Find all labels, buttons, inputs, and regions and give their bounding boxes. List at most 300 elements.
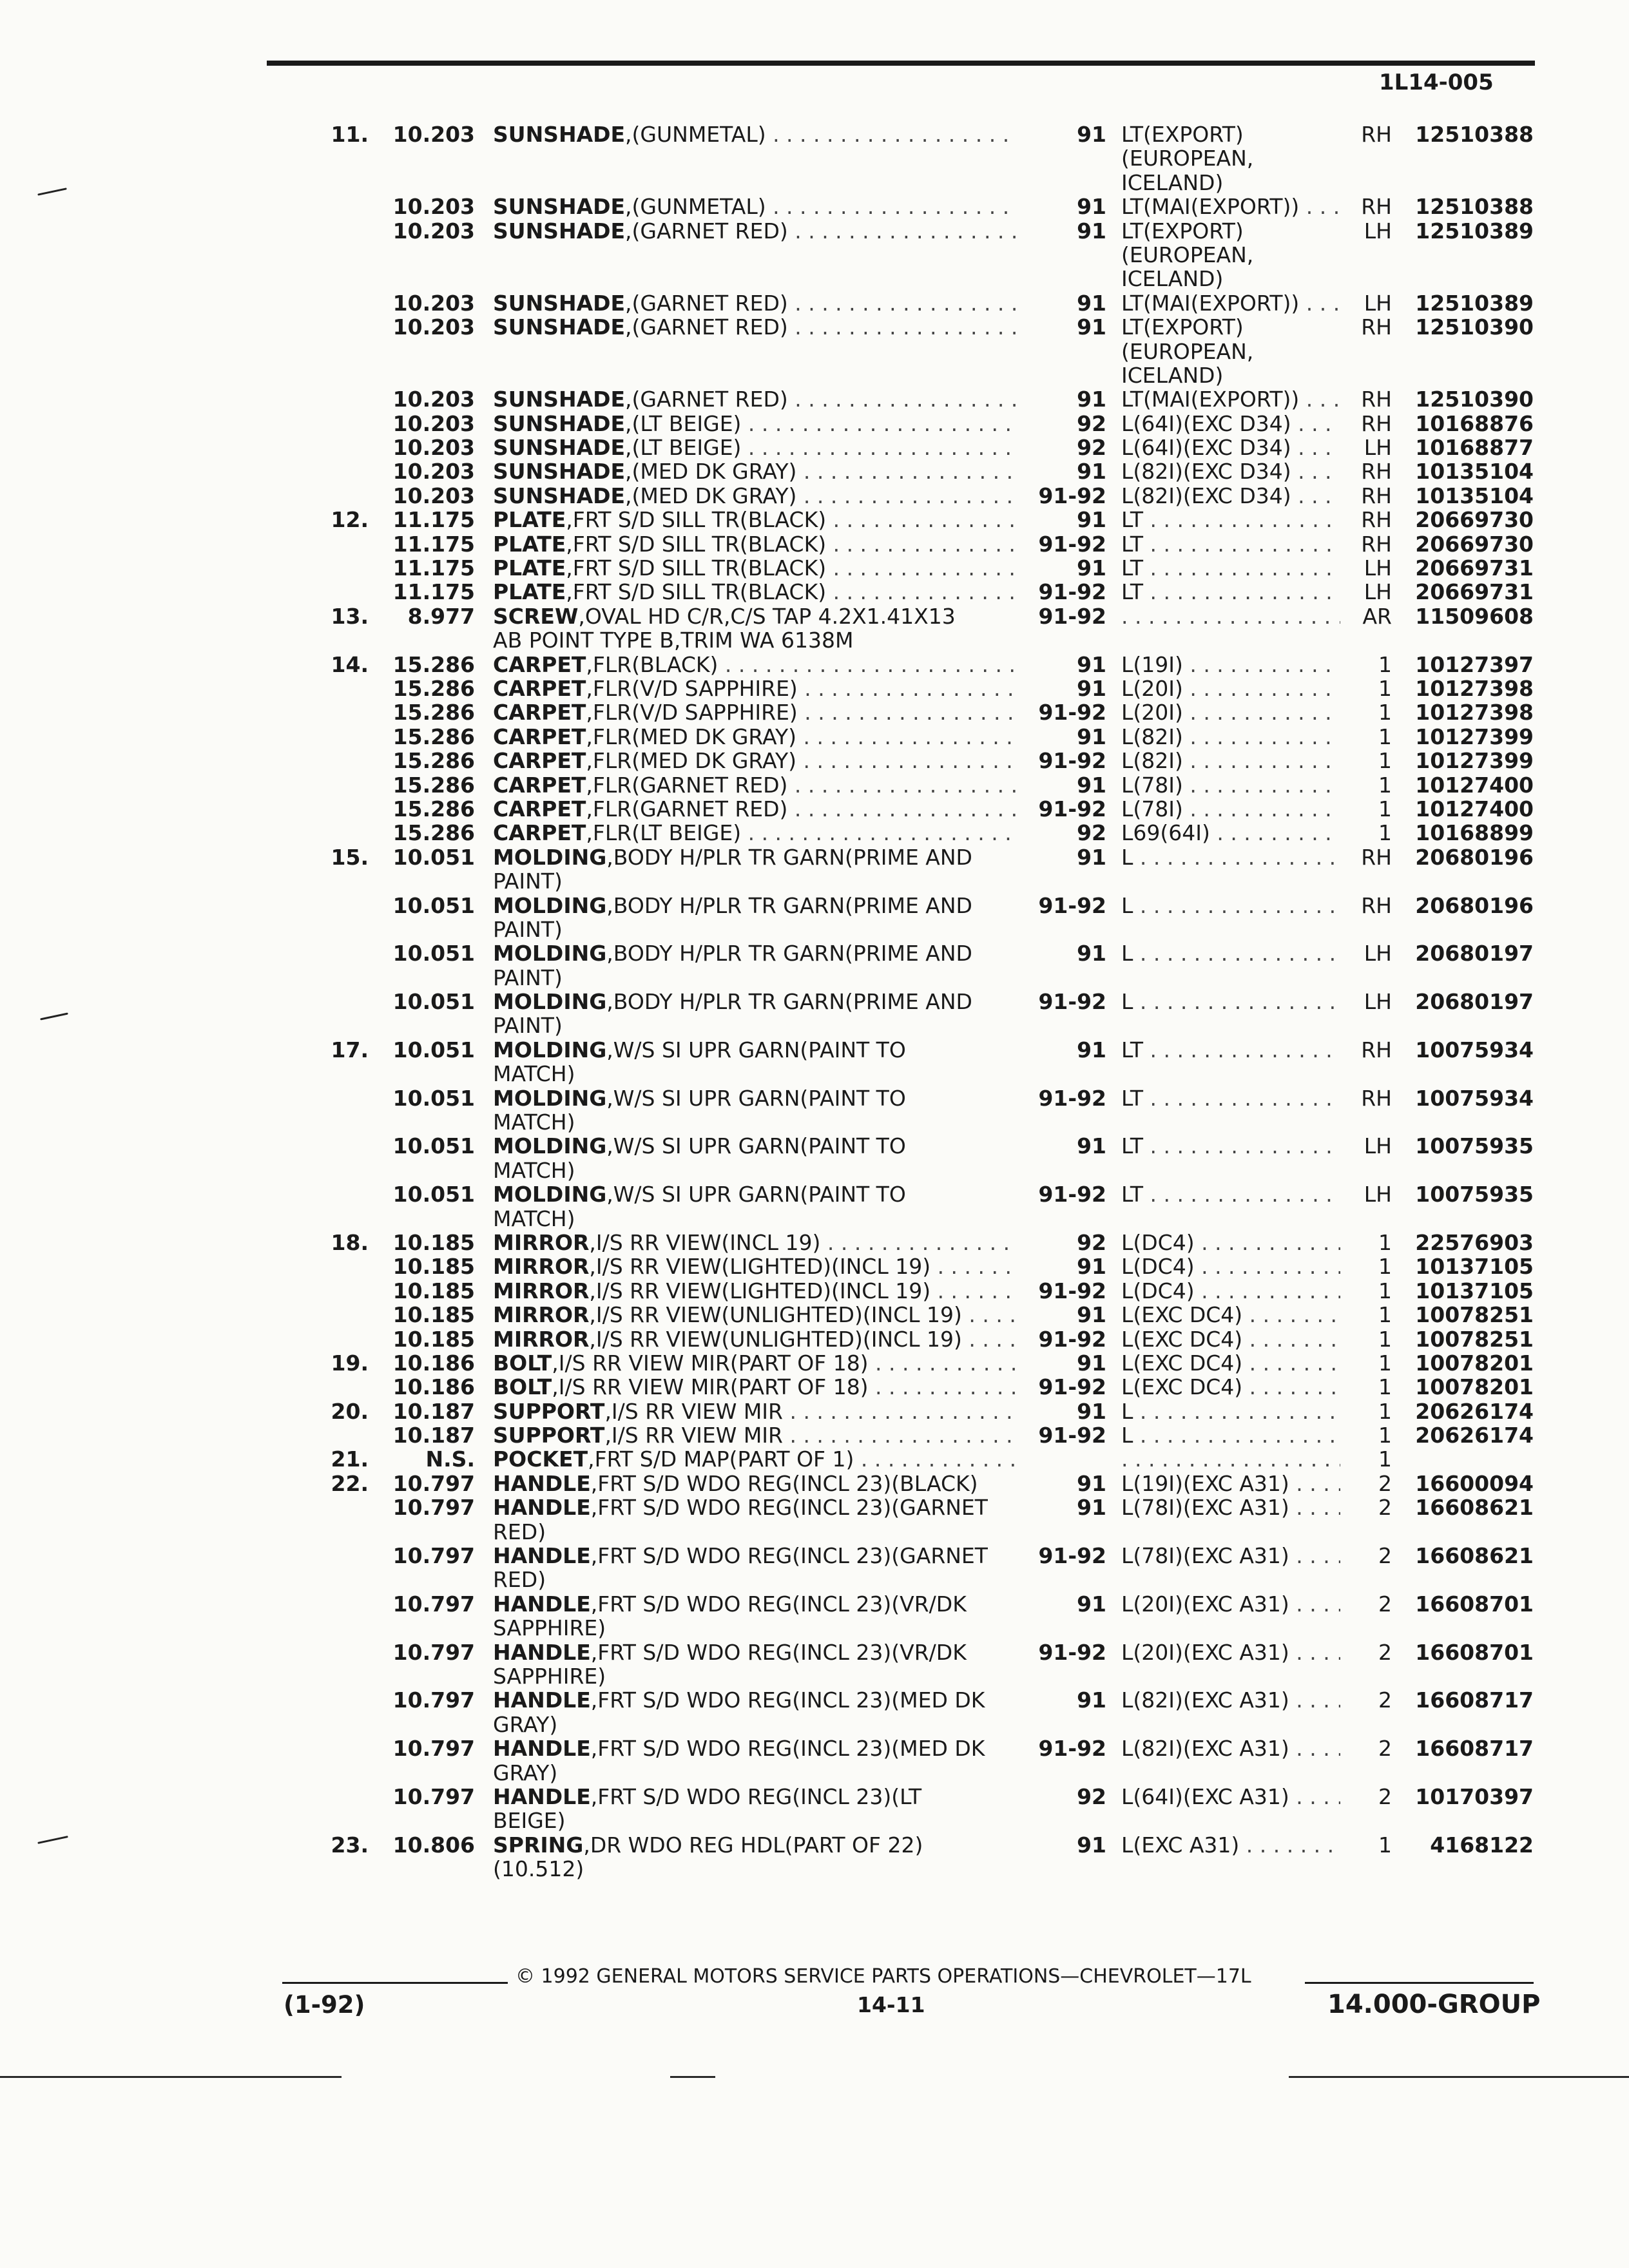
model-year: 91 [1077, 194, 1106, 220]
model-year: 91-92 [1038, 603, 1106, 629]
group-number: 10.797 [392, 1543, 475, 1569]
part-number: 10168899 [1415, 820, 1534, 846]
footer-rule-right [1305, 1982, 1534, 1984]
model-year: 91-92 [1038, 989, 1106, 1015]
group-number: 10.203 [392, 410, 475, 436]
parts-row [0, 1785, 1629, 1809]
part-spec: ,FRT S/D SILL TR(BLACK) . . . [566, 508, 1018, 532]
part-description [493, 1472, 1018, 1495]
part-name: SUNSHADE [493, 387, 626, 412]
part-spec: SAPPHIRE) [493, 1616, 606, 1640]
part-name: PLATE [493, 580, 566, 604]
part-description [493, 797, 1018, 821]
model-year: 91 [1077, 1037, 1106, 1062]
part-spec: ,FRT S/D WDO REG(INCL 23)(VR/DK [590, 1640, 967, 1665]
part-description [493, 1688, 1018, 1712]
part-spec: SAPPHIRE) [493, 1664, 606, 1689]
parts-row [0, 1303, 1629, 1327]
part-spec: ,FRT S/D SILL TR(BLACK) . . . [566, 580, 1018, 604]
part-number: 16608717 [1415, 1687, 1534, 1713]
part-spec: ,FRT S/D WDO REG(INCL 23)(LT [590, 1784, 922, 1809]
group-number: 10.185 [392, 1302, 475, 1328]
group-number: 10.185 [392, 1278, 475, 1303]
parts-row [0, 1640, 1629, 1664]
part-spec: ,I/S RR VIEW MIR(PART OF 18) . . . [552, 1351, 1018, 1375]
part-spec: ,OVAL HD C/R,C/S TAP 4.2X1.41X13 [578, 604, 956, 629]
group-number: 15.286 [392, 675, 475, 701]
parts-row [0, 1134, 1629, 1158]
parts-row [0, 1688, 1629, 1712]
usage [1121, 1592, 1340, 1616]
part-number: 10168876 [1415, 410, 1534, 436]
parts-row [0, 1399, 1629, 1423]
part-name: MOLDING [493, 845, 607, 870]
model-year: 91 [1077, 218, 1106, 244]
part-description [493, 1592, 1018, 1616]
usage [1121, 749, 1340, 773]
model-year: 91 [1077, 844, 1106, 870]
parts-row [0, 580, 1629, 604]
usage-text: L(20I)(EXC A31) . . . [1121, 1592, 1340, 1616]
group-number: 15.286 [392, 820, 475, 846]
part-name: MOLDING [493, 990, 607, 1014]
parts-row [0, 171, 1629, 195]
item-number: 14. [331, 651, 369, 677]
usage-text [1121, 1447, 1340, 1471]
part-spec: ,I/S RR VIEW(INCL 19) . . . [589, 1231, 1018, 1254]
part-number: 12510389 [1415, 218, 1534, 244]
parts-row [0, 1062, 1629, 1086]
part-description [493, 195, 1018, 218]
part-description [493, 1399, 1018, 1423]
group-number: 11.175 [392, 531, 475, 557]
part-description [493, 1327, 1018, 1351]
model-year: 92 [1077, 435, 1106, 461]
quantity: 2 [1378, 1470, 1392, 1496]
quantity: 2 [1378, 1543, 1392, 1569]
part-spec: RED) [493, 1519, 546, 1544]
quantity: LH [1364, 290, 1392, 316]
part-number: 22576903 [1415, 1229, 1534, 1255]
parts-row [0, 1495, 1629, 1519]
part-spec: ,FRT S/D SILL TR(BLACK) . . . [566, 532, 1018, 556]
parts-row [0, 1351, 1629, 1375]
group-number: 10.203 [392, 218, 475, 244]
usage [1121, 315, 1340, 339]
usage-text: L(78I) . . . [1121, 797, 1340, 821]
part-spec: ,BODY H/PLR TR GARN(PRIME AND [606, 893, 972, 918]
parts-row [0, 966, 1629, 990]
quantity: 1 [1378, 748, 1392, 774]
part-name: CARPET [493, 652, 586, 677]
group-number: 10.051 [392, 1133, 475, 1159]
part-description [493, 387, 1018, 411]
group-number: 15.286 [392, 724, 475, 749]
usage-text: LT . . . [1121, 508, 1340, 532]
group-number: 10.051 [392, 1037, 475, 1062]
part-name: MIRROR [493, 1303, 590, 1327]
part-number: 10127400 [1415, 772, 1534, 798]
usage [1121, 1327, 1340, 1351]
part-spec: (10.512) [493, 1857, 584, 1881]
model-year: 91-92 [1038, 892, 1106, 918]
part-description [493, 1520, 1018, 1544]
group-number: 10.797 [392, 1783, 475, 1809]
item-number: 17. [331, 1037, 369, 1062]
parts-row [0, 725, 1629, 749]
model-year: 91 [1077, 1495, 1106, 1521]
parts-row [0, 315, 1629, 339]
part-description [493, 1254, 1018, 1278]
quantity: 1 [1378, 651, 1392, 677]
part-number: 10078251 [1415, 1302, 1534, 1328]
part-spec: ,(GARNET RED) . . . [625, 387, 1018, 411]
part-spec: GRAY) [493, 1712, 558, 1737]
usage [1121, 267, 1340, 291]
part-number: 10075934 [1415, 1085, 1534, 1111]
part-name: CARPET [493, 676, 586, 701]
group-number: 10.051 [392, 1182, 475, 1207]
usage-text: (EUROPEAN, [1121, 339, 1254, 363]
part-spec: ,BODY H/PLR TR GARN(PRIME AND [606, 941, 972, 966]
group-number: 10.203 [392, 194, 475, 220]
usage-text: L(64I)(EXC A31) . . . [1121, 1785, 1340, 1809]
usage [1121, 1375, 1340, 1399]
usage [1121, 436, 1340, 459]
part-name: HANDLE [493, 1736, 591, 1761]
part-spec: ,(GUNMETAL) . . . [625, 195, 1018, 218]
usage-text: L(78I) . . . [1121, 773, 1340, 797]
part-description [493, 291, 1018, 315]
group-number: 10.203 [392, 290, 475, 316]
part-number: 10127400 [1415, 796, 1534, 822]
part-name: HANDLE [493, 1591, 591, 1617]
parts-row [0, 387, 1629, 411]
usage-text: L(EXC DC4) . . . [1121, 1303, 1340, 1327]
part-description [493, 1062, 1018, 1086]
part-description [493, 1664, 1018, 1688]
part-name: SUNSHADE [493, 218, 626, 243]
part-name: SUNSHADE [493, 459, 626, 484]
usage-text: ICELAND) [1121, 267, 1224, 291]
quantity: 1 [1378, 1326, 1392, 1352]
part-spec: ,(GUNMETAL) . . . [625, 122, 1018, 146]
part-number: 20669731 [1415, 555, 1534, 581]
parts-row [0, 291, 1629, 315]
usage-text: LT(EXPORT) [1121, 218, 1244, 243]
group-number: 10.186 [392, 1374, 475, 1400]
group-number: 10.797 [392, 1470, 475, 1496]
usage-text: L . . . [1121, 941, 1340, 965]
part-name: MIRROR [493, 1278, 590, 1303]
part-description [493, 1447, 1018, 1471]
usage [1121, 1423, 1340, 1447]
usage [1121, 1279, 1340, 1303]
part-description [493, 725, 1018, 749]
parts-row [0, 1158, 1629, 1182]
quantity: 1 [1378, 820, 1392, 846]
model-year: 91-92 [1038, 483, 1106, 508]
usage-text: L(DC4) . . . [1121, 1279, 1340, 1303]
quantity: 1 [1378, 1398, 1392, 1424]
part-description [493, 1761, 1018, 1785]
part-name: BOLT [493, 1375, 552, 1399]
part-description [493, 700, 1018, 724]
part-name: SUPPORT [493, 1399, 605, 1424]
usage [1121, 291, 1340, 315]
quantity: RH [1361, 314, 1392, 340]
usage-text: (EUROPEAN, [1121, 242, 1254, 267]
parts-row [0, 1110, 1629, 1134]
group-number: 10.203 [392, 314, 475, 340]
quantity: 2 [1378, 1783, 1392, 1809]
part-description [493, 1568, 1018, 1591]
parts-row [0, 773, 1629, 797]
usage-text: L(64I)(EXC D34) . . . [1121, 436, 1340, 459]
quantity: RH [1361, 1037, 1392, 1062]
model-year: 92 [1077, 1783, 1106, 1809]
part-spec: ,I/S RR VIEW(LIGHTED)(INCL 19) . . . [589, 1254, 1018, 1278]
parts-row [0, 340, 1629, 363]
parts-row [0, 122, 1629, 146]
model-year: 91-92 [1038, 1326, 1106, 1352]
parts-row [0, 1736, 1629, 1760]
part-description [493, 1086, 1018, 1110]
usage [1121, 1182, 1340, 1206]
parts-row [0, 1520, 1629, 1544]
part-description [493, 1785, 1018, 1809]
part-name: SUNSHADE [493, 436, 626, 460]
part-spec: ,FLR(MED DK GRAY) . . . [586, 749, 1018, 773]
part-description [493, 941, 1018, 965]
usage-text: LT . . . [1121, 1086, 1340, 1110]
part-spec: ,(MED DK GRAY) . . . [625, 484, 1018, 508]
part-description [493, 1544, 1018, 1568]
group-number: 11.175 [392, 579, 475, 605]
usage [1121, 725, 1340, 749]
quantity: 2 [1378, 1495, 1392, 1521]
part-spec: ,FLR(GARNET RED) . . . [586, 797, 1018, 821]
parts-row [0, 1375, 1629, 1399]
part-name: MOLDING [493, 941, 607, 966]
part-name: HANDLE [493, 1640, 591, 1665]
usage-text: LT(EXPORT) [1121, 315, 1244, 340]
usage-text: (EUROPEAN, [1121, 146, 1254, 171]
quantity: 1 [1378, 1302, 1392, 1328]
part-number: 10078201 [1415, 1374, 1534, 1400]
part-name: MIRROR [493, 1230, 590, 1255]
usage-text: L(78I)(EXC A31) . . . [1121, 1495, 1340, 1519]
parts-row [0, 653, 1629, 677]
part-number: 20669730 [1415, 507, 1534, 533]
part-description [493, 1616, 1018, 1640]
parts-row [0, 1327, 1629, 1351]
item-number: 20. [331, 1398, 369, 1424]
parts-row [0, 1857, 1629, 1881]
item-number: 23. [331, 1832, 369, 1858]
quantity: 1 [1378, 796, 1392, 822]
model-year: 91-92 [1038, 700, 1106, 726]
model-year: 91 [1077, 1350, 1106, 1376]
quantity: LH [1364, 989, 1392, 1015]
part-number: 10137105 [1415, 1278, 1534, 1303]
model-year: 92 [1077, 410, 1106, 436]
part-number: 12510388 [1415, 122, 1534, 147]
usage-text: L(EXC DC4) . . . [1121, 1375, 1340, 1399]
group-number: 10.051 [392, 941, 475, 966]
part-description [493, 1423, 1018, 1447]
part-name: PLATE [493, 556, 566, 581]
part-description [493, 484, 1018, 508]
part-number: 10137105 [1415, 1254, 1534, 1280]
usage [1121, 243, 1340, 267]
part-spec: RED) [493, 1568, 546, 1592]
copyright-notice: © 1992 GENERAL MOTORS SERVICE PARTS OPERATIONS—CHEVROLET—17L [516, 1965, 1251, 1988]
part-spec: MATCH) [493, 1110, 575, 1135]
usage-text: L . . . [1121, 894, 1340, 918]
part-number: 10078201 [1415, 1350, 1534, 1376]
item-number: 21. [331, 1446, 369, 1472]
part-number: 10135104 [1415, 483, 1534, 508]
usage-text: L(20I)(EXC A31) . . . [1121, 1640, 1340, 1664]
model-year: 91 [1077, 507, 1106, 533]
usage-text: L(DC4) . . . [1121, 1231, 1340, 1254]
group-number: 10.051 [392, 1085, 475, 1111]
group-number: 10.051 [392, 892, 475, 918]
model-year: 91 [1077, 651, 1106, 677]
group-number: 10.797 [392, 1687, 475, 1713]
part-description [493, 1279, 1018, 1303]
group-number: 15.286 [392, 772, 475, 798]
part-spec: ,I/S RR VIEW(UNLIGHTED)(INCL 19) . . . [589, 1303, 1018, 1327]
part-number: 16608621 [1415, 1495, 1534, 1521]
parts-row [0, 459, 1629, 483]
part-spec: PAINT) [493, 869, 563, 894]
part-spec: AB POINT TYPE B,TRIM WA 6138M [493, 628, 854, 653]
parts-row [0, 700, 1629, 724]
part-description [493, 580, 1018, 604]
model-year: 91 [1077, 459, 1106, 485]
quantity: 1 [1378, 1254, 1392, 1280]
usage [1121, 797, 1340, 821]
parts-row [0, 1447, 1629, 1471]
model-year: 91 [1077, 387, 1106, 412]
quantity: 2 [1378, 1687, 1392, 1713]
part-number: 10168877 [1415, 435, 1534, 461]
group-number: 10.797 [392, 1639, 475, 1665]
parts-row [0, 1472, 1629, 1495]
item-number: 11. [331, 122, 369, 147]
usage-text: L(DC4) . . . [1121, 1254, 1340, 1278]
part-description [493, 1640, 1018, 1664]
model-year: 91 [1077, 1254, 1106, 1280]
group-number: 15.286 [392, 748, 475, 774]
part-number: 11509608 [1415, 603, 1534, 629]
part-spec: ,BODY H/PLR TR GARN(PRIME AND [606, 990, 972, 1014]
part-spec: ,FRT S/D WDO REG(INCL 23)(GARNET [590, 1495, 988, 1520]
part-spec: ,I/S RR VIEW(UNLIGHTED)(INCL 19) . . . [589, 1327, 1018, 1351]
part-description [493, 1713, 1018, 1736]
part-description [493, 1158, 1018, 1182]
part-description [493, 1495, 1018, 1519]
part-number: 10135104 [1415, 459, 1534, 485]
parts-row [0, 1207, 1629, 1231]
usage-text: ICELAND) [1121, 363, 1224, 388]
model-year: 91-92 [1038, 748, 1106, 774]
part-description [493, 122, 1018, 146]
model-year: 91-92 [1038, 579, 1106, 605]
part-number: 16608717 [1415, 1736, 1534, 1762]
model-year: 91 [1077, 1470, 1106, 1496]
parts-row [0, 1254, 1629, 1278]
part-description [493, 604, 1018, 628]
part-spec: ,I/S RR VIEW MIR . . . [604, 1399, 1018, 1423]
model-year: 91 [1077, 122, 1106, 147]
parts-row [0, 412, 1629, 436]
part-name: SCREW [493, 604, 579, 629]
group-number: 10.203 [392, 387, 475, 412]
usage [1121, 1688, 1340, 1712]
group-number: 10.203 [392, 435, 475, 461]
quantity: 1 [1378, 1446, 1392, 1472]
part-description [493, 1303, 1018, 1327]
part-number: 20626174 [1415, 1423, 1534, 1448]
parts-list [0, 122, 1629, 1881]
part-number: 12510390 [1415, 387, 1534, 412]
part-spec: MATCH) [493, 1158, 575, 1183]
quantity: LH [1364, 941, 1392, 966]
part-spec: ,FLR(GARNET RED) . . . [586, 773, 1018, 797]
parts-row [0, 484, 1629, 508]
quantity: LH [1364, 1182, 1392, 1207]
parts-row [0, 508, 1629, 532]
usage-text: L(82I) . . . [1121, 725, 1340, 749]
quantity: RH [1361, 459, 1392, 485]
part-name: HANDLE [493, 1544, 591, 1568]
part-description [493, 894, 1018, 918]
usage [1121, 1231, 1340, 1254]
usage [1121, 1303, 1340, 1327]
part-description [493, 1207, 1018, 1231]
group-number: 10.203 [392, 459, 475, 485]
usage [1121, 459, 1340, 483]
part-number: 20680197 [1415, 989, 1534, 1015]
quantity: LH [1364, 579, 1392, 605]
quantity: LH [1364, 435, 1392, 461]
item-number: 15. [331, 844, 369, 870]
usage [1121, 195, 1340, 218]
model-year: 91-92 [1038, 1085, 1106, 1111]
usage [1121, 1833, 1340, 1857]
part-number: 16608621 [1415, 1543, 1534, 1569]
model-year: 91 [1077, 314, 1106, 340]
parts-row [0, 677, 1629, 700]
usage [1121, 1399, 1340, 1423]
part-spec: MATCH) [493, 1062, 575, 1086]
quantity: LH [1364, 1133, 1392, 1159]
group-number: 10.203 [392, 122, 475, 147]
usage [1121, 363, 1340, 387]
part-name: POCKET [493, 1447, 588, 1472]
usage-text: L(20I) . . . [1121, 677, 1340, 700]
usage [1121, 219, 1340, 243]
part-spec: ,I/S RR VIEW(LIGHTED)(INCL 19) . . . [589, 1279, 1018, 1303]
part-spec: ,FRT S/D WDO REG(INCL 23)(MED DK [590, 1688, 985, 1713]
quantity: AR [1362, 603, 1392, 629]
usage-text: L(82I)(EXC A31) . . . [1121, 1688, 1340, 1712]
part-description [493, 1736, 1018, 1760]
parts-row [0, 749, 1629, 773]
